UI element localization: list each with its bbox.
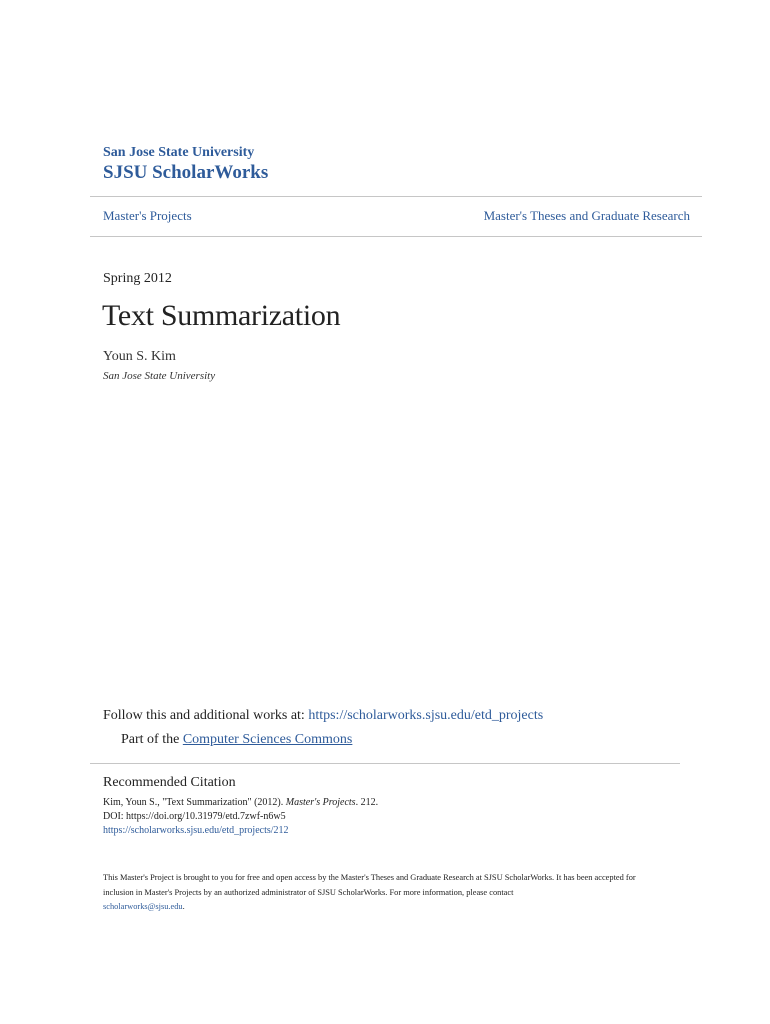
masters-projects-link[interactable]: Master's Projects <box>103 208 192 223</box>
computer-sciences-commons-link[interactable]: Computer Sciences Commons <box>182 732 353 747</box>
document-title: Text Summarization <box>102 299 341 332</box>
part-of-line <box>121 732 352 748</box>
citation-suffix: . 212. <box>355 797 379 808</box>
footer-text: This Master's Project is brought to you for free and open access by the Master's Theses and Graduate Research at SJSU ScholarWorks. It has been accepted for inclusion in Master's Projects by an authorized administrator of SJSU ScholarWorks. For more information, please contact <box>103 873 636 897</box>
citation-url-link[interactable]: https://scholarworks.sjsu.edu/etd_projects/212 <box>103 825 289 836</box>
follow-line <box>103 708 543 724</box>
citation-divider <box>90 763 680 764</box>
follow-label: Follow this and additional works at: <box>103 708 305 723</box>
citation-line <box>103 796 378 810</box>
theses-research-link[interactable]: Master's Theses and Graduate Research <box>483 208 690 223</box>
author-name[interactable]: Youn S. Kim <box>103 349 176 364</box>
citation-heading: Recommended Citation <box>103 775 236 790</box>
footer-notice <box>103 871 663 915</box>
citation-series: Master's Projects <box>285 797 356 808</box>
citation-doi: DOI: https://doi.org/10.31979/etd.7zwf-n6w5 <box>103 811 286 822</box>
nav-divider <box>90 236 702 237</box>
repository-name[interactable]: SJSU ScholarWorks <box>103 162 269 183</box>
publication-season: Spring 2012 <box>103 271 172 286</box>
author-affiliation: San Jose State University <box>103 370 216 382</box>
top-divider <box>90 196 702 197</box>
collection-url-link[interactable]: https://scholarworks.sjsu.edu/etd_projects <box>308 708 544 723</box>
footer-end: . <box>182 902 185 911</box>
institution-name: San Jose State University <box>103 145 255 160</box>
citation-prefix: Kim, Youn S., "Text Summarization" (2012). <box>103 797 284 808</box>
citation-block <box>103 796 378 838</box>
part-of-label: Part of the <box>121 732 180 747</box>
contact-email-link[interactable]: scholarworks@sjsu.edu <box>103 902 183 911</box>
